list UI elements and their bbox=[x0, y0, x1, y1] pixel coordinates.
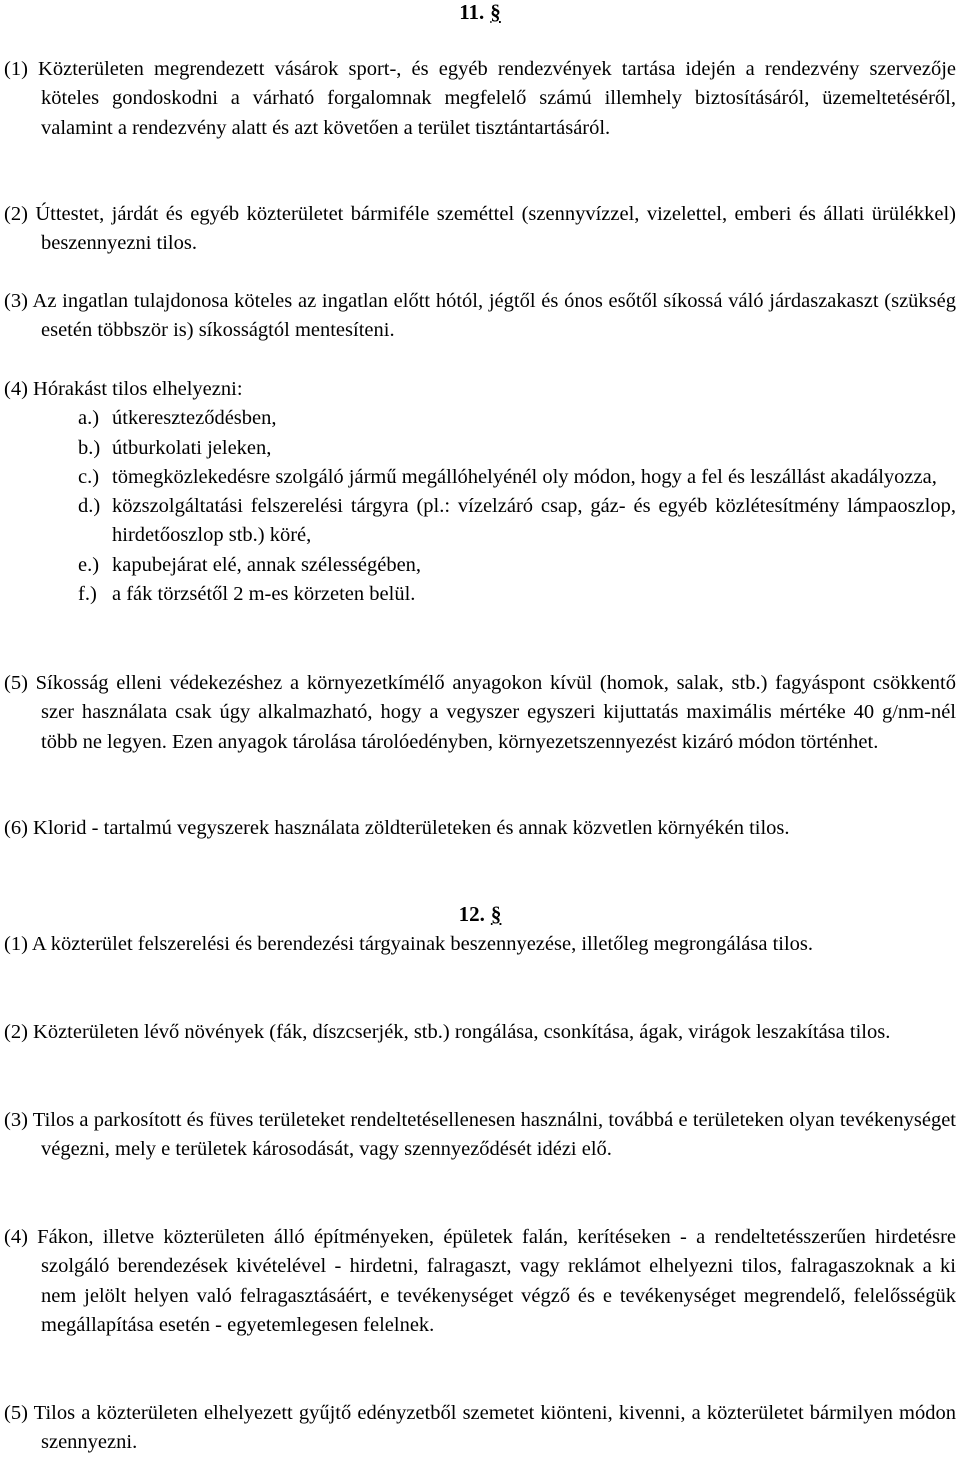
list-item-marker: f.) bbox=[78, 583, 97, 606]
section-12-paragraph-5: (5) Tilos a közterületen elhelyezett gyűjtő edényzetből szemetet kiönteni, kivenni, a közterületet bármilyen módon szennyezni. bbox=[4, 1402, 956, 1454]
list-item-marker: e.) bbox=[78, 553, 100, 576]
section-12-heading bbox=[0, 902, 960, 926]
list-item-text: útburkolati jeleken, bbox=[112, 436, 272, 459]
section-11-paragraph-6: (6) Klorid - tartalmú vegyszerek használata zöldterületeken és annak közvetlen környékén tilos. bbox=[4, 817, 790, 839]
list-item-marker: c.) bbox=[78, 465, 100, 488]
section-12-paragraph-1: (1) A közterület felszerelési és berendezési tárgyainak beszennyezése, illetőleg megrongálása tilos. bbox=[4, 933, 814, 955]
list-item-marker: a.) bbox=[78, 407, 100, 430]
section-11-paragraph-2: (2) Úttestet, járdát és egyéb közterületet bármiféle szeméttel (szennyvízzel, vizelettel, emberi és állati ürülékkel) beszennyezni tilos. bbox=[4, 203, 956, 255]
list-item bbox=[4, 580, 956, 609]
section-11-sign: § bbox=[490, 0, 501, 24]
section-12-number: 12. bbox=[458, 902, 485, 926]
list-item-text: útkereszteződésben, bbox=[112, 407, 277, 430]
section-11-paragraph-4 bbox=[4, 375, 956, 609]
section-12-sign: § bbox=[490, 902, 502, 926]
list-item-text: a fák törzsétől 2 m-es körzeten belül. bbox=[112, 583, 416, 606]
list-item-marker: d.) bbox=[78, 495, 101, 518]
section-11-paragraph-5: (5) Síkosság elleni védekezéshez a környezetkímélő anyagokon kívül (homok, salak, stb.) fagyáspont csökkentő szer használata csak úgy alkalmazható, hogy a vegyszer egyszeri kijuttatás maximális mértéke 40 g/nm-nél több ne legyen. Ezen anyagok tárolása tárolóedényben, környezetszennyezést kizáró módon történhet. bbox=[4, 672, 956, 753]
list-item-text: kapubejárat elé, annak szélességében, bbox=[112, 553, 422, 576]
section-11-paragraph-1: (1) Közterületen megrendezett vásárok sport-, és egyéb rendezvények tartása idején a rendezvény szervezője köteles gondoskodni a várható forgalomnak megfelelő számú illemhely biztosításáról, üzemeltetéséről, valamint a rendezvény alatt és azt követően a terület tisztántartásáról. bbox=[4, 58, 956, 139]
list-item-marker: b.) bbox=[78, 436, 101, 459]
list-item bbox=[4, 404, 956, 433]
list-item-text: közszolgáltatási felszerelési tárgyra (pl.: vízelzáró csap, gáz- és egyéb közlétesítmény lámpaoszlop, hirdetőoszlop stb.) köré, bbox=[112, 495, 956, 547]
section-12-paragraph-4: (4) Fákon, illetve közterületen álló építményeken, épületek falán, kerítéseken - a rendeltetésszerűen hirdetésre szolgáló berendezések kivételével - hirdetni, falragaszt, vagy reklámot elhelyezni tilos, falragaszoknak a ki nem jelölt helyen való felragasztásáért, e tevékenységet végző és e tevékenységet megrendelő, felelősségük megállapítása esetén - egyetemlegesen felelnek. bbox=[4, 1226, 956, 1336]
section-11-number: 11. bbox=[459, 0, 485, 24]
list-item-text: tömegközlekedésre szolgáló jármű megállóhelyénél oly módon, hogy a fel és leszállást akadályozza, bbox=[112, 465, 937, 488]
section-11-paragraph-3: (3) Az ingatlan tulajdonosa köteles az ingatlan előtt hótól, jégtől és ónos esőtől síkossá váló járdaszakaszt (szükség esetén többször is) síkosságtól mentesíteni. bbox=[4, 290, 956, 342]
section-11-heading bbox=[0, 0, 960, 24]
section-12-paragraph-3: (3) Tilos a parkosított és füves területeket rendeltetésellenesen használni, továbbá e területeken olyan tevékenységet végezni, mely e területek károsodását, vagy szennyeződését idézi elő. bbox=[4, 1109, 956, 1161]
section-12-paragraph-2: (2) Közterületen lévő növények (fák, díszcserjék, stb.) rongálása, csonkítása, ágak, virágok leszakítása tilos. bbox=[4, 1021, 891, 1043]
list-item bbox=[4, 463, 956, 492]
list-item bbox=[4, 551, 956, 580]
list-item bbox=[4, 434, 956, 463]
list-lead: (4) Hórakást tilos elhelyezni: bbox=[4, 378, 243, 400]
list-item bbox=[4, 492, 956, 551]
